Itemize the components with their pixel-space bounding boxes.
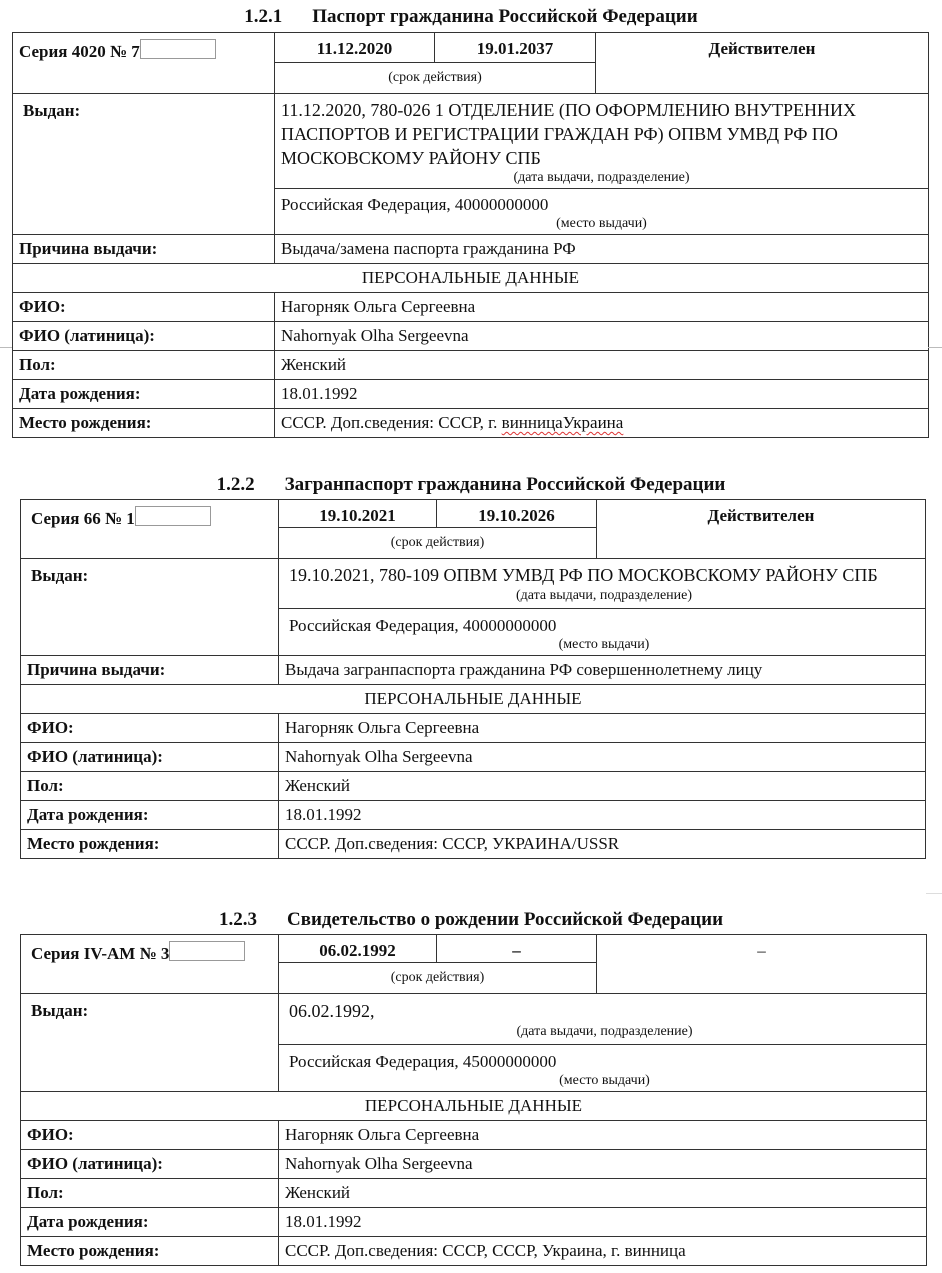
field-value: 18.01.1992: [279, 1208, 927, 1237]
field-label: Дата рождения:: [13, 380, 275, 409]
personal-data-header: ПЕРСОНАЛЬНЫЕ ДАННЫЕ: [21, 685, 926, 714]
table-row: [21, 772, 926, 801]
field-label: Дата рождения:: [21, 801, 279, 830]
table-row: [21, 830, 926, 859]
section-title-passport: [0, 6, 942, 28]
section-heading: Паспорт гражданина Российской Федерации: [312, 6, 698, 27]
series-label: Серия 66 № 1: [31, 509, 135, 528]
table-row: [21, 1179, 927, 1208]
section-title-birth-certificate: [0, 909, 942, 931]
issue-place: Российская Федерация, 45000000000: [289, 1052, 557, 1071]
table-row: [13, 380, 929, 409]
field-label: ФИО (латиница):: [21, 743, 279, 772]
table-row: [21, 1121, 927, 1150]
page-break-line: [928, 347, 942, 348]
validity-caption: (срок действия): [275, 63, 596, 94]
validity-caption: (срок действия): [279, 528, 597, 559]
reason-value: Выдача/замена паспорта гражданина РФ: [275, 235, 929, 264]
field-value: Нагорняк Ольга Сергеевна: [279, 1121, 927, 1150]
table-row: [21, 743, 926, 772]
table-row: [21, 1237, 927, 1266]
series-cell: [21, 935, 279, 994]
field-label: Пол:: [21, 772, 279, 801]
table-row: [21, 1208, 927, 1237]
field-label: ФИО:: [21, 714, 279, 743]
section-title-foreign-passport: [0, 474, 942, 496]
field-value: Нагорняк Ольга Сергеевна: [279, 714, 926, 743]
issue-place-caption: (место выдачи): [558, 637, 650, 652]
table-row: [21, 1150, 927, 1179]
series-label: Серия 4020 № 7: [19, 42, 140, 61]
issued-label: Выдан:: [13, 94, 275, 235]
issue-place: Российская Федерация, 40000000000: [281, 195, 549, 214]
page-break-line: [926, 893, 942, 894]
table-row: [13, 293, 929, 322]
expiry-date: –: [437, 935, 597, 963]
field-label: ФИО:: [13, 293, 275, 322]
issued-by: 11.12.2020, 780-026 1 ОТДЕЛЕНИЕ (ПО ОФОРМЛЕНИЮ ВНУТРЕННИХ ПАСПОРТОВ И РЕГИСТРАЦИИ ГРАЖДАН РФ) ОПВМ УМВД РФ ПО МОСКОВСКОМУ РАЙОНУ СПБ: [281, 100, 857, 168]
series-label: Серия IV-АМ № 3: [31, 944, 170, 963]
field-label: Место рождения:: [21, 1237, 279, 1266]
section-number: 1.2.1: [244, 6, 283, 27]
field-value: 18.01.1992: [275, 380, 929, 409]
personal-data-header: ПЕРСОНАЛЬНЫЕ ДАННЫЕ: [21, 1092, 927, 1121]
birth-certificate-table: [20, 934, 927, 1266]
validity-caption: (срок действия): [279, 963, 597, 994]
field-value: 18.01.1992: [279, 801, 926, 830]
table-row: [21, 714, 926, 743]
field-label: Место рождения:: [21, 830, 279, 859]
field-label: ФИО:: [21, 1121, 279, 1150]
expiry-date: 19.10.2026: [437, 500, 597, 528]
redacted-number: [135, 506, 211, 526]
issued-label: Выдан:: [21, 994, 279, 1092]
field-value: Женский: [279, 772, 926, 801]
issue-place-cell: [279, 1045, 927, 1092]
series-cell: [13, 33, 275, 94]
status-badge: Действителен: [597, 500, 926, 559]
expiry-date: 19.01.2037: [435, 33, 596, 63]
page-break-line: [0, 347, 12, 348]
field-value: Нагорняк Ольга Сергеевна: [275, 293, 929, 322]
field-value: СССР. Доп.сведения: СССР, УКРАИНА/USSR: [279, 830, 926, 859]
field-value: Nahornyak Olha Sergeevna: [279, 743, 926, 772]
birthplace-text: СССР. Доп.сведения: СССР, г.: [281, 413, 502, 432]
table-row: [21, 801, 926, 830]
issued-by: 06.02.1992,: [289, 1001, 375, 1021]
redacted-number: [140, 39, 216, 59]
section-heading: Загранпаспорт гражданина Российской Федерации: [284, 474, 726, 495]
reason-label: Причина выдачи:: [21, 656, 279, 685]
status-badge: –: [597, 935, 927, 994]
issued-by-caption: (дата выдачи, подразделение): [513, 170, 690, 185]
field-label: Пол:: [21, 1179, 279, 1208]
spellcheck-flagged-word: винницаУкраина: [501, 413, 624, 432]
field-label: ФИО (латиница):: [21, 1150, 279, 1179]
section-heading: Свидетельство о рождении Российской Федерации: [286, 909, 724, 930]
issued-by-caption: (дата выдачи, подразделение): [515, 588, 693, 603]
issued-label: Выдан:: [21, 559, 279, 656]
field-label: Дата рождения:: [21, 1208, 279, 1237]
reason-label: Причина выдачи:: [13, 235, 275, 264]
passport-table: [12, 32, 929, 438]
table-row: [13, 351, 929, 380]
redacted-number: [169, 941, 245, 961]
field-label: ФИО (латиница):: [13, 322, 275, 351]
issued-by-cell: [275, 94, 929, 189]
reason-value: Выдача загранпаспорта гражданина РФ совершеннолетнему лицу: [279, 656, 926, 685]
issue-date: 19.10.2021: [279, 500, 437, 528]
issued-by-caption: (дата выдачи, подразделение): [516, 1024, 693, 1039]
issue-place-caption: (место выдачи): [556, 216, 647, 231]
series-cell: [21, 500, 279, 559]
field-value: Nahornyak Olha Sergeevna: [275, 322, 929, 351]
table-row: [13, 322, 929, 351]
issue-date: 11.12.2020: [275, 33, 435, 63]
foreign-passport-table: [20, 499, 926, 859]
table-row: [13, 409, 929, 438]
issue-place-cell: [279, 609, 926, 656]
section-number: 1.2.2: [216, 474, 255, 495]
field-value: СССР. Доп.сведения: СССР, СССР, Украина, г. винница: [279, 1237, 927, 1266]
issue-place-cell: [275, 189, 929, 235]
field-label: Место рождения:: [13, 409, 275, 438]
issue-place-caption: (место выдачи): [559, 1073, 650, 1088]
issue-date: 06.02.1992: [279, 935, 437, 963]
field-value: [275, 409, 929, 438]
section-number: 1.2.3: [218, 909, 257, 930]
issued-by-cell: [279, 559, 926, 609]
issued-by-cell: [279, 994, 927, 1045]
field-value: Nahornyak Olha Sergeevna: [279, 1150, 927, 1179]
personal-data-header: ПЕРСОНАЛЬНЫЕ ДАННЫЕ: [13, 264, 929, 293]
issued-by: 19.10.2021, 780-109 ОПВМ УМВД РФ ПО МОСКОВСКОМУ РАЙОНУ СПБ: [289, 565, 878, 585]
field-value: Женский: [275, 351, 929, 380]
issue-place: Российская Федерация, 40000000000: [289, 616, 557, 635]
field-value: Женский: [279, 1179, 927, 1208]
status-badge: Действителен: [596, 33, 929, 94]
field-label: Пол:: [13, 351, 275, 380]
